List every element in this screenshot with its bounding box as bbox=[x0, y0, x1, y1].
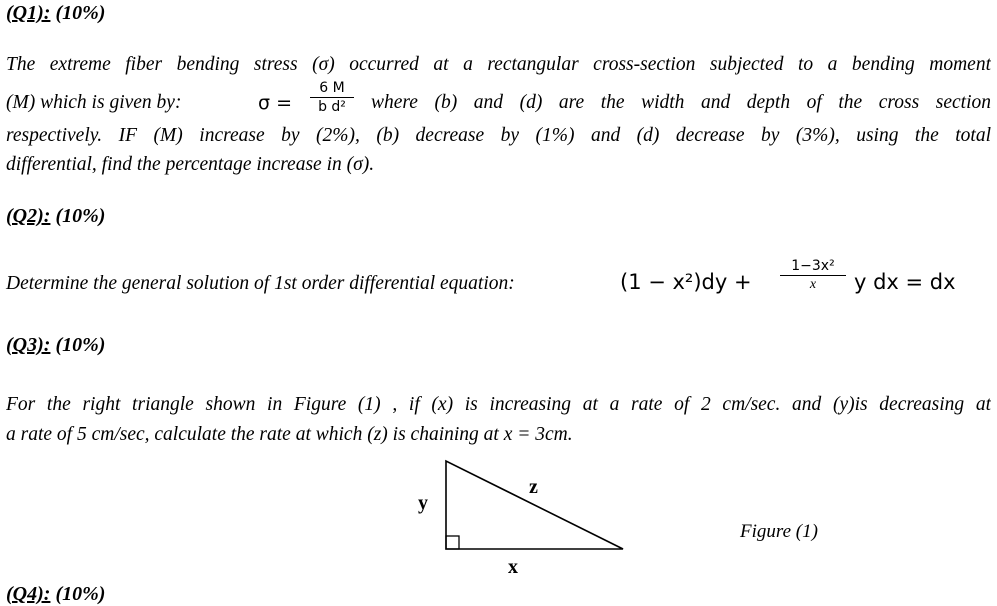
triangle-label-z: z bbox=[529, 476, 538, 498]
q4-header-percent: (10%) bbox=[55, 583, 106, 605]
q1-fraction-numerator: 6 M bbox=[319, 80, 345, 96]
q1-header-percent: (10%) bbox=[55, 2, 106, 24]
q3-header-percent: (10%) bbox=[55, 334, 106, 356]
q1-line-2-post: where (b) and (d) are the width and depth of the cross section bbox=[371, 92, 991, 113]
q3-header-number: (Q3): bbox=[6, 334, 51, 356]
q1-line-3: respectively. IF (M) increase by (2%), (b) decrease by (1%) and (d) decrease by (3%), using the total bbox=[6, 125, 991, 146]
triangle-outline bbox=[446, 461, 623, 549]
triangle-label-x: x bbox=[508, 556, 518, 578]
figure-caption: Figure (1) bbox=[740, 521, 818, 542]
q1-line-2-pre: (M) which is given by: bbox=[6, 92, 182, 113]
q2-text: Determine the general solution of 1st order differential equation: bbox=[6, 273, 515, 294]
q1-line-1: The extreme fiber bending stress (σ) occurred at a rectangular cross-section subjected to a bending moment bbox=[6, 54, 991, 75]
q4-header-number: (Q4): bbox=[6, 583, 51, 605]
q2-header-percent: (10%) bbox=[55, 205, 106, 227]
q1-sigma-equals: σ = bbox=[258, 92, 293, 114]
q3-line-2: a rate of 5 cm/sec, calculate the rate at which (z) is chaining at x = 3cm. bbox=[6, 424, 573, 445]
q1-line-4: differential, find the percentage increase in (σ). bbox=[6, 154, 375, 175]
triangle-label-y: y bbox=[418, 492, 428, 514]
q2-fraction-denominator: x bbox=[809, 277, 817, 292]
q1-fraction-denominator: b d² bbox=[318, 99, 346, 115]
q1-header-number: (Q1): bbox=[6, 2, 51, 24]
right-angle-marker bbox=[446, 536, 459, 549]
q2-header-number: (Q2): bbox=[6, 205, 51, 227]
q3-line-1: For the right triangle shown in Figure (1) , if (x) is increasing at a rate of 2 cm/sec. and (y)is decreasing at bbox=[6, 394, 991, 415]
q2-equation-right: y dx = dx bbox=[854, 270, 956, 294]
q2-fraction-numerator: 1−3x² bbox=[791, 258, 835, 274]
q4-header bbox=[6, 583, 105, 606]
q2-equation-left: (1 − x²)dy + bbox=[620, 270, 752, 294]
